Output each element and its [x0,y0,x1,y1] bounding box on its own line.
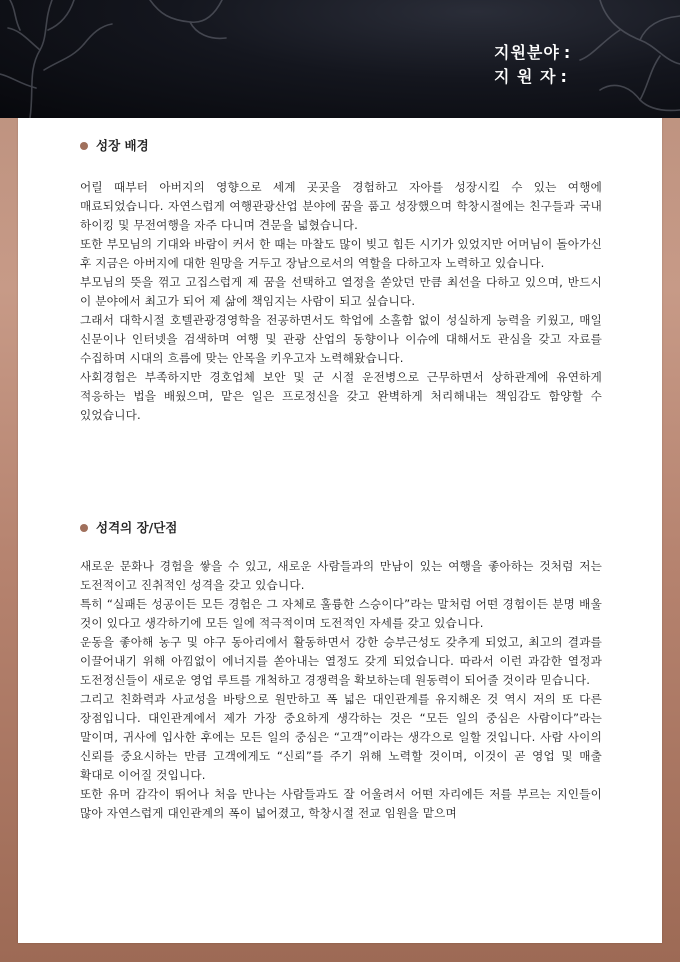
paragraph: 그리고 친화력과 사교성을 바탕으로 원만하고 폭 넓은 대인관계를 유지해온 것 역시 저의 또 다른 장점입니다. 대인관계에서 제가 가장 중요하게 생각하는 것은 “모든 일의 중심은 사람이다”라는 말이며, 귀사에 입사한 후에는 모든 일의 중심은 “고객”이라는 생각으로 일할 것입니다. 사람 사이의 신뢰를 중요시하는 만큼 고객에게도 “신뢰”를 주기 위해 노력할 것이며, 이것이 곧 영업 및 매출 확대로 이어질 것입니다. [80,692,602,782]
paragraph: 그래서 대학시절 호텔관광경영학을 전공하면서도 학업에 소홀함 없이 성실하게 능력을 키웠고, 매일 신문이나 인터넷을 검색하며 여행 및 관광 산업의 동향이나 이슈에 대해서도 관심을 갖고 자료를 수집하며 시대의 흐름에 맞는 안목을 키우고자 노력해왔습니다. [80,313,602,365]
section-body-background [80,178,602,425]
section-title-text: 성격의 장/단점 [96,520,178,535]
bullet-icon [80,142,88,150]
bullet-icon [80,524,88,532]
applicant-label: 지 원 자 [494,67,557,86]
field-label: 지원분야 [494,43,560,62]
paragraph: 사회경험은 부족하지만 경호업체 보안 및 군 시절 운전병으로 근무하면서 상하관계에 유연하게 적응하는 법을 배웠으며, 맡은 일은 프로정신을 갖고 완벽하게 처리해내는 책임감도 함양할 수 있었습니다. [80,370,602,422]
paragraph: 특히 “실패든 성공이든 모든 경험은 그 자체로 훌륭한 스승이다”라는 말처럼 어떤 경험이든 분명 배울 것이 있다고 생각하기에 모든 일에 적극적이며 도전적인 자세를 갖고 있습니다. [80,597,602,630]
paragraph: 어릴 때부터 아버지의 영향으로 세계 곳곳을 경험하고 자아를 성장시킬 수 있는 여행에 매료되었습니다. 자연스럽게 여행관광산업 분야에 꿈을 품고 성장했으며 학창시절에는 친구들과 국내 하이킹 및 무전여행을 자주 다니며 견문을 넓혔습니다. [80,180,602,232]
header-applicant-line [494,64,568,87]
section-body-personality [80,557,602,823]
header-banner [0,0,680,118]
coral-branch-decoration [0,0,680,118]
header-field-line [494,40,571,63]
field-colon: : [563,43,572,62]
section-title-text: 성장 배경 [96,138,149,153]
paragraph: 또한 부모님의 기대와 바람이 커서 한 때는 마찰도 많이 빚고 힘든 시기가 있었지만 어머님이 돌아가신 후 지금은 아버지에 대한 원망을 거두고 장남으로서의 역할을 다하고자 노력하고 있습니다. [80,237,602,270]
paragraph: 부모님의 뜻을 꺾고 고집스럽게 제 꿈을 선택하고 열정을 쏟았던 만큼 최선을 다하고 있으며, 반드시 이 분야에서 최고가 되어 제 삶에 책임지는 사람이 되고 싶습니다. [80,275,602,308]
paragraph: 또한 유머 감각이 뛰어나 처음 만나는 사람들과도 잘 어울려서 어떤 자리에든 저를 부르는 지인들이 많아 자연스럽게 대인관계의 폭이 넓어졌고, 학창시절 전교 임원을 맡으며 [80,787,602,820]
section-title-personality [80,518,177,536]
paragraph: 운동을 좋아해 농구 및 야구 동아리에서 활동하면서 강한 승부근성도 갖추게 되었고, 최고의 결과를 이끌어내기 위해 아낌없이 에너지를 쏟아내는 열정도 갖게 되었습니다. 따라서 이런 과감한 열정과 도전정신들이 새로운 영업 루트를 개척하고 경쟁력을 확보하는데 원동력이 되어줄 것이라 믿습니다. [80,635,602,687]
paragraph: 새로운 문화나 경험을 쌓을 수 있고, 새로운 사람들과의 만남이 있는 여행을 좋아하는 것처럼 저는 도전적이고 진취적인 성격을 갖고 있습니다. [80,559,602,592]
section-title-background [80,136,149,154]
applicant-colon: : [560,67,568,86]
